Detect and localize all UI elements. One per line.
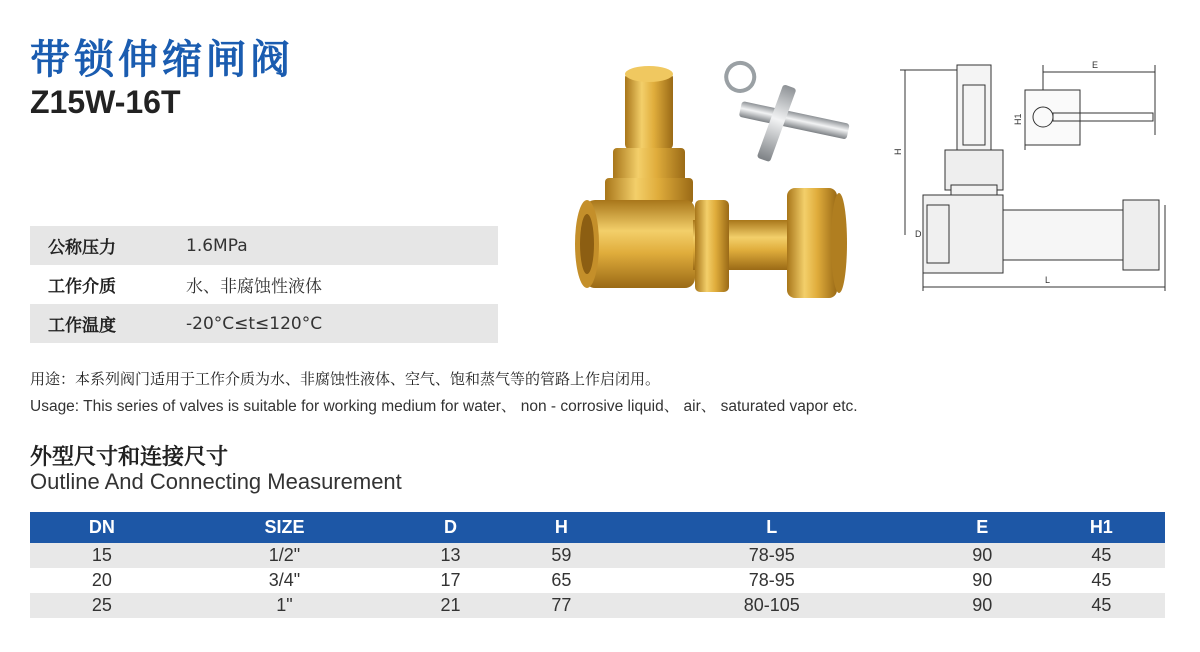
- table-cell: 59: [506, 543, 617, 568]
- table-cell: 65: [551, 570, 572, 590]
- table-cell: 3/4": [268, 570, 301, 590]
- spec-value: 水、非腐蚀性液体: [186, 277, 322, 297]
- spec-row: [30, 226, 498, 265]
- col-header: D: [395, 512, 506, 543]
- table-cell: 45: [1038, 543, 1165, 568]
- section-title-cn: 外型尺寸和连接尺寸: [30, 445, 229, 470]
- dim-d-label: D: [915, 229, 922, 239]
- table-cell: 13: [395, 543, 506, 568]
- table-cell: 15: [30, 543, 174, 568]
- page-title: 带锁伸缩闸阀: [30, 37, 294, 83]
- technical-drawing: [885, 55, 1175, 305]
- dimension-table: [30, 512, 1165, 618]
- dim-e-label: E: [1091, 60, 1099, 70]
- usage-text-cn: 用途：本系列阀门适用于工作介质为水、非腐蚀性液体、空气、饱和蒸气等的管路上作启闭用。: [30, 370, 661, 388]
- section-title-en: Outline And Connecting Measurement: [30, 469, 402, 494]
- dim-h1-label: H1: [1013, 113, 1023, 125]
- table-cell: 90: [927, 593, 1038, 618]
- table-cell: 78-95: [617, 543, 927, 568]
- valve-photo: [565, 60, 875, 310]
- table-cell: 45: [1091, 570, 1112, 590]
- table-cell: 90: [927, 543, 1038, 568]
- table-header-row: [30, 512, 1165, 543]
- spec-row: [30, 265, 498, 304]
- spec-value: 1.6MPa: [186, 235, 248, 256]
- table-row: [30, 568, 1165, 593]
- spec-label: 公称压力: [48, 238, 116, 258]
- dim-l-label: L: [1045, 275, 1051, 285]
- table-cell: 17: [440, 570, 461, 590]
- spec-row: [30, 304, 498, 343]
- model-number: Z15W-16T: [30, 84, 181, 120]
- table-cell: 90: [972, 570, 993, 590]
- dim-h-label: H: [893, 148, 903, 155]
- table-cell: 45: [1038, 593, 1165, 618]
- table-cell: 1": [174, 593, 395, 618]
- col-header: H: [506, 512, 617, 543]
- table-cell: 21: [395, 593, 506, 618]
- spec-value: -20°C≤t≤120°C: [186, 313, 323, 334]
- col-header: L: [617, 512, 927, 543]
- usage-text-en: Usage: This series of valves is suitable for working medium for water、 non - corrosive liquid、 air、 saturated vapor etc.: [30, 398, 858, 415]
- spec-label: 工作介质: [48, 277, 116, 297]
- col-header: H1: [1038, 512, 1165, 543]
- col-header: DN: [30, 512, 174, 543]
- table-cell: 1/2": [174, 543, 395, 568]
- table-cell: 78-95: [748, 570, 795, 590]
- spec-table: [30, 226, 498, 343]
- key: [703, 60, 859, 184]
- table-cell: 77: [506, 593, 617, 618]
- table-row: [30, 593, 1165, 618]
- spec-label: 工作温度: [48, 316, 116, 336]
- table-cell: 20: [91, 570, 112, 590]
- table-cell: 25: [30, 593, 174, 618]
- col-header: SIZE: [174, 512, 395, 543]
- table-row: [30, 543, 1165, 568]
- table-cell: 80-105: [617, 593, 927, 618]
- col-header: E: [927, 512, 1038, 543]
